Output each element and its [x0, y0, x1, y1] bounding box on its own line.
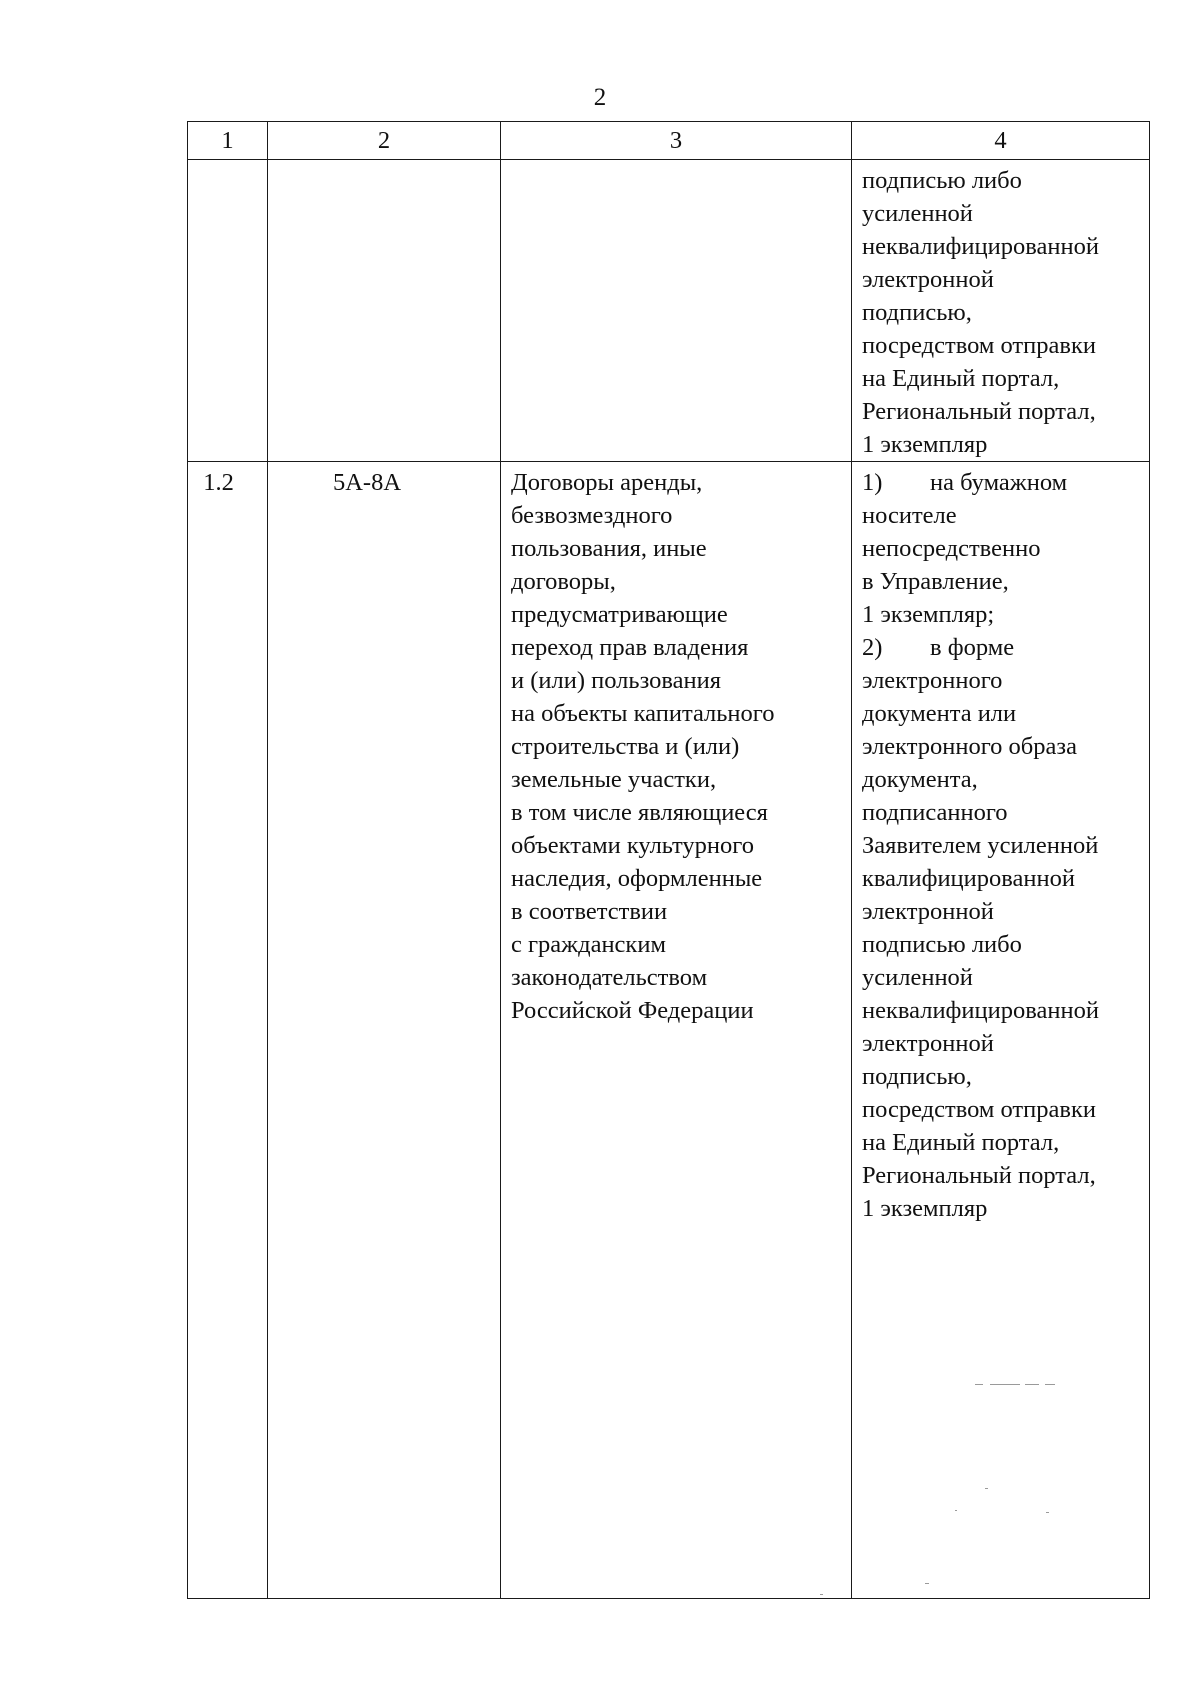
continued-cell-1: [188, 160, 268, 462]
table-row-continued: [188, 160, 1150, 462]
row-number-cell: [188, 462, 268, 1599]
option-2-first-line: в форме: [930, 634, 1015, 661]
table-row: [188, 462, 1150, 1599]
document-table: [187, 121, 1150, 1599]
continued-cell-3: [501, 160, 852, 462]
continued-submission-text: подписью либо усиленной неквалифицированной электронной подписью, посредством отправки на Единый портал, Региональный портал, 1 экземпляр: [862, 167, 1099, 458]
header-col-1: 1: [188, 122, 268, 160]
header-col-2: 2: [268, 122, 501, 160]
row-submission-cell: [852, 462, 1150, 1599]
submission-option-1: [862, 466, 1141, 631]
header-col-3: 3: [501, 122, 852, 160]
table-header-row: [188, 122, 1150, 160]
option-1-text: носителе непосредственно в Управление, 1 экземпляр;: [862, 502, 1041, 628]
option-2-number: 2): [862, 634, 883, 661]
row-document-text: Договоры аренды, безвозмездного пользования, иные договоры, предусматривающие переход прав владения и (или) пользования на объекты капитального строительства и (или) земельные участки, в том числе являющиеся объектами культурного наследия, оформленные в соответствии с гражданским законодательством Российской Федерации: [511, 469, 775, 1024]
row-number: 1.2: [203, 469, 234, 496]
header-col-4: 4: [852, 122, 1150, 160]
option-1-number: 1): [862, 469, 883, 496]
submission-option-2: [862, 631, 1141, 1225]
continued-cell-4: [852, 160, 1150, 462]
row-document-cell: [501, 462, 852, 1599]
row-code: 5А-8А: [332, 469, 402, 496]
option-1-first-line: на бумажном: [930, 469, 1068, 496]
page-number: 2: [593, 84, 607, 111]
row-code-cell: [268, 462, 501, 1599]
option-2-text: электронного документа или электронного образа документа, подписанного Заявителем усиленной квалифицированной электронной подписью либо усиленной неквалифицированной электронной подписью, посредством отправки на Единый портал, Региональный портал, 1 экземпляр: [862, 667, 1099, 1222]
continued-cell-2: [268, 160, 501, 462]
